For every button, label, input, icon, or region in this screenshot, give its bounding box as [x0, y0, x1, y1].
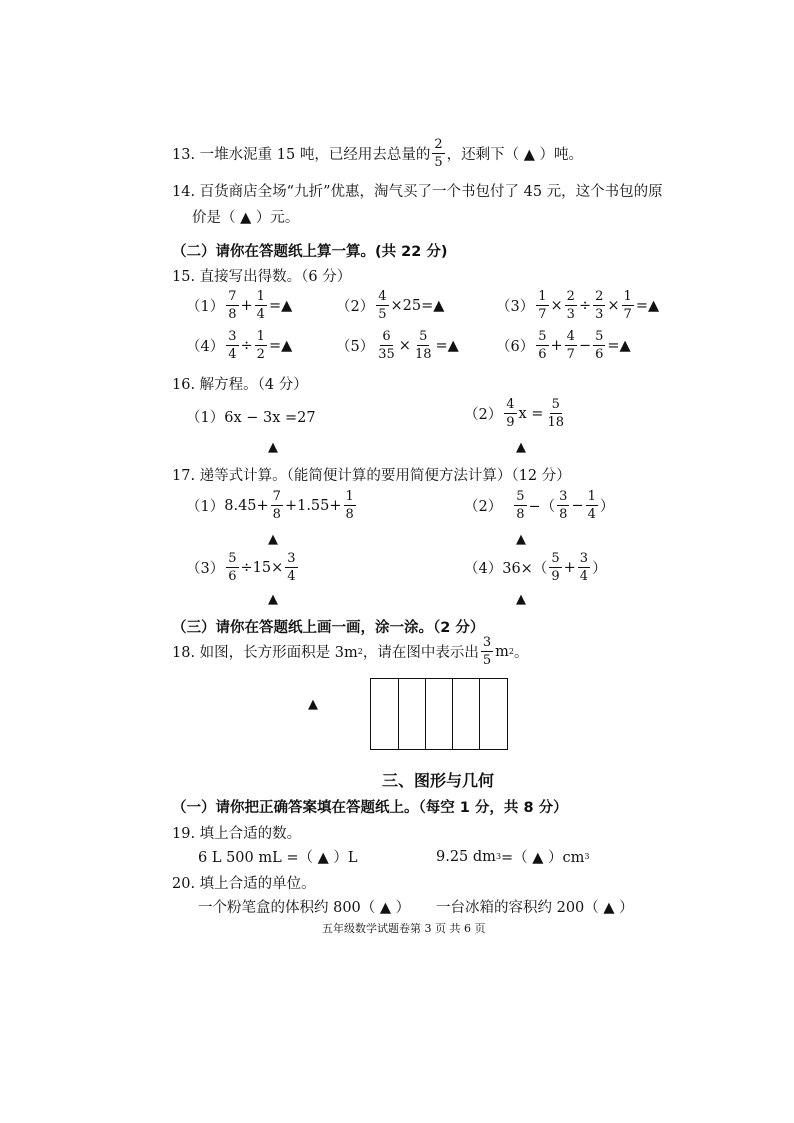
q15-item-3: （3） $\frac{1}{7}$ × $\frac{2}{3}$ ÷ $\frac{2}{3}$ × $\frac{1}{7}$ =▲	[496, 289, 660, 322]
q18: 18. 如图，长方形面积是 3m 2 ，请在图中表示出 $\frac{3}{5}$ m 2 。	[172, 635, 529, 668]
q13-text: 13. 一堆水泥重 15 吨，已经用去总量的	[172, 147, 431, 163]
q20-left: 一个粉笔盒的体积约 800（ ▲ ）	[198, 900, 411, 916]
rectangle-divider	[479, 679, 480, 749]
q14-line1: 14. 百货商店全场“九折”优惠，淘气买了一个书包付了 45 元，这个书包的原	[172, 184, 663, 200]
q15-item-2: （2） $\frac{4}{5}$ ×25=▲	[336, 289, 445, 322]
q19-left: 6 L 500 mL =（ ▲ ）L	[198, 850, 358, 866]
q19-right: 9.25 dm 3 =（ ▲ ）cm 3	[436, 848, 590, 866]
q13	[172, 138, 583, 169]
rectangle-divider	[425, 679, 426, 749]
section-heading: （一）请你把正确答案填在答题纸上。（每空 1 分，共 8 分）	[172, 800, 568, 816]
q17-item-3: （3） $\frac{5}{6}$ ÷15× $\frac{3}{4}$	[186, 551, 296, 584]
q20-right: 一台冰箱的容积约 200（ ▲ ）	[436, 900, 634, 916]
answer-marker: ▲	[308, 697, 318, 712]
q16-title: 16. 解方程。（4 分）	[172, 377, 308, 393]
fraction: $\frac{2}{5}$	[434, 137, 443, 170]
q20-title: 20. 填上合适的单位。	[172, 876, 316, 892]
answer-marker: ▲	[268, 532, 278, 547]
q15-item-5: （5） $\frac{6}{35}$ × $\frac{5}{18}$ =▲	[336, 329, 459, 362]
q17-item-2: （2） $\frac{5}{8}$ −（ $\frac{3}{8}$ − $\frac{1}{4}$ ）	[464, 489, 615, 522]
answer-marker: ▲	[268, 440, 278, 455]
answer-marker: ▲	[516, 592, 526, 607]
q17-title: 17. 递等式计算。（能简便计算的要用简便方法计算）（12 分）	[172, 468, 571, 484]
q15-title: 15. 直接写出得数。（6 分）	[172, 269, 352, 285]
q16-equation-1: （1）6x − 3x =27	[186, 410, 316, 426]
q14-line2: 价是（ ▲ ）元。	[192, 210, 300, 226]
q15-item-6: （6） $\frac{5}{6}$ + $\frac{4}{7}$ − $\frac{5}{6}$ =▲	[496, 329, 631, 362]
answer-marker: ▲	[516, 532, 526, 547]
q17-item-1: （1） 8.45+ $\frac{7}{8}$ +1.55+ $\frac{1}{8}$	[186, 489, 354, 522]
part-heading: 三、图形与几何	[382, 771, 495, 790]
section-heading: （二）请你在答题纸上算一算。(共 22 分)	[172, 244, 448, 260]
q15-item-4: （4） $\frac{3}{4}$ ÷ $\frac{1}{2}$ =▲	[186, 329, 293, 362]
rectangle-diagram	[370, 678, 508, 750]
q19-title: 19. 填上合适的数。	[172, 826, 302, 842]
q17-item-4: （4） 36×（ $\frac{5}{9}$ + $\frac{3}{4}$ ）	[464, 551, 607, 584]
rectangle-divider	[452, 679, 453, 749]
section-heading: （三）请你在答题纸上画一画，涂一涂。（2 分）	[172, 620, 485, 636]
q13-text-end: ，还剩下（ ▲ ）吨。	[446, 147, 583, 163]
q15-item-1: （1） $\frac{7}{8}$ + $\frac{1}{4}$ =▲	[186, 289, 293, 322]
answer-marker: ▲	[516, 440, 526, 455]
q16-equation-2: （2） $\frac{4}{9}$ x = $\frac{5}{18}$	[464, 397, 564, 430]
answer-marker: ▲	[268, 592, 278, 607]
page-footer: 五年级数学试题卷第 3 页 共 6 页	[322, 922, 486, 935]
rectangle-divider	[398, 679, 399, 749]
